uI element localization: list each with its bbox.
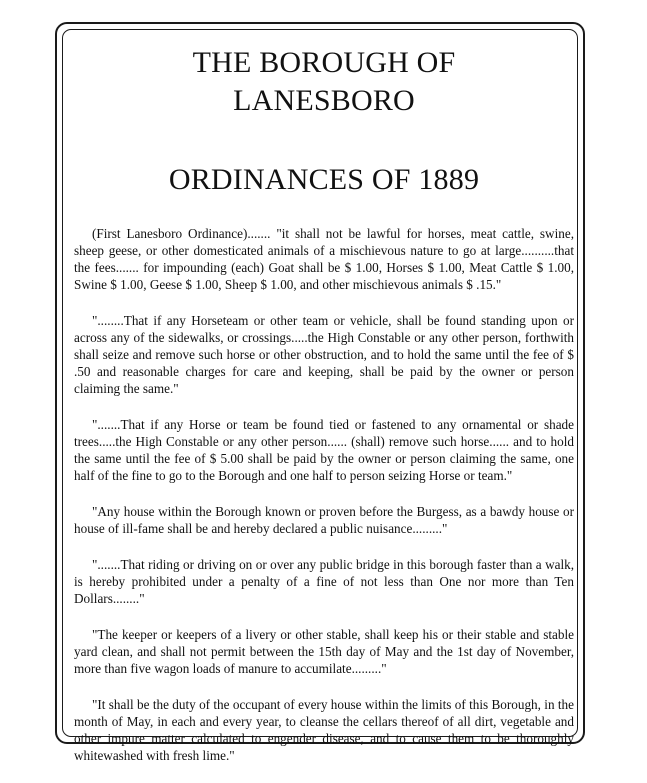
ordinance-paragraph-4: "Any house within the Borough known or proven before the Burgess, as a bawdy house or house of ill-fame shall be and hereby declared a public nuisance........." <box>74 504 574 536</box>
ordinance-paragraph-1: (First Lanesboro Ordinance)....... "it shall not be lawful for horses, meat cattle, swine, sheep geese, or other domesticated animals of a mischievous nature to go at large..........that the fees....... for impounding (each) Goat shall be $ 1.00, Horses $ 1.00, Meat Cattle $ 1.00, Swine $ 1.00, Geese $ 1.00, Sheep $ 1.00, and other mischievous animals $ .15." <box>74 226 574 292</box>
ordinance-paragraph-5: ".......That riding or driving on or over any public bridge in this borough faster than a walk, is hereby prohibited under a penalty of a fine of not less than One nor more than Ten Dollars........" <box>74 557 574 606</box>
document-title <box>74 44 574 120</box>
ordinance-paragraph-3: ".......That if any Horse or team be found tied or fastened to any ornamental or shade trees.....the High Constable or any other person...... (shall) remove such horse...... and to hold the same until the fee of $ 5.00 shall be paid by the owner or person claiming the same, one half of the fine to go to the Borough and one half to person seizing Horse or team." <box>74 417 574 483</box>
document-subtitle: ORDINANCES OF 1889 <box>168 163 480 196</box>
ordinance-paragraph-7: "It shall be the duty of the occupant of every house within the limits of this Borough, in the month of May, in each and every year, to cleanse the cellars thereof of all dirt, vegetable and other impure matter calculated to engender disease, and to cause them to be thoroughly whitewashed with fresh lime." <box>74 697 574 763</box>
ordinance-paragraph-2: "........That if any Horseteam or other team or vehicle, shall be found standing upon or across any of the sidewalks, or crossings.....the High Constable or any other person, forthwith shall seize and remove such horse or other obstruction, and to hold the same until the fee of $ .50 and reasonable charges for care and keeping, shall be paid by the owner or person claiming the same." <box>74 313 574 396</box>
ordinances-body <box>74 225 574 764</box>
ordinance-paragraph-6: "The keeper or keepers of a livery or other stable, shall keep his or their stable and stable yard clean, and shall not permit between the 15th day of May and the 1st day of November, more than five wagon loads of manure to accumilate........." <box>74 627 574 676</box>
title-line-1: THE BOROUGH OF <box>192 46 456 79</box>
document-content <box>74 36 574 783</box>
title-line-2: LANESBORO <box>233 84 415 117</box>
